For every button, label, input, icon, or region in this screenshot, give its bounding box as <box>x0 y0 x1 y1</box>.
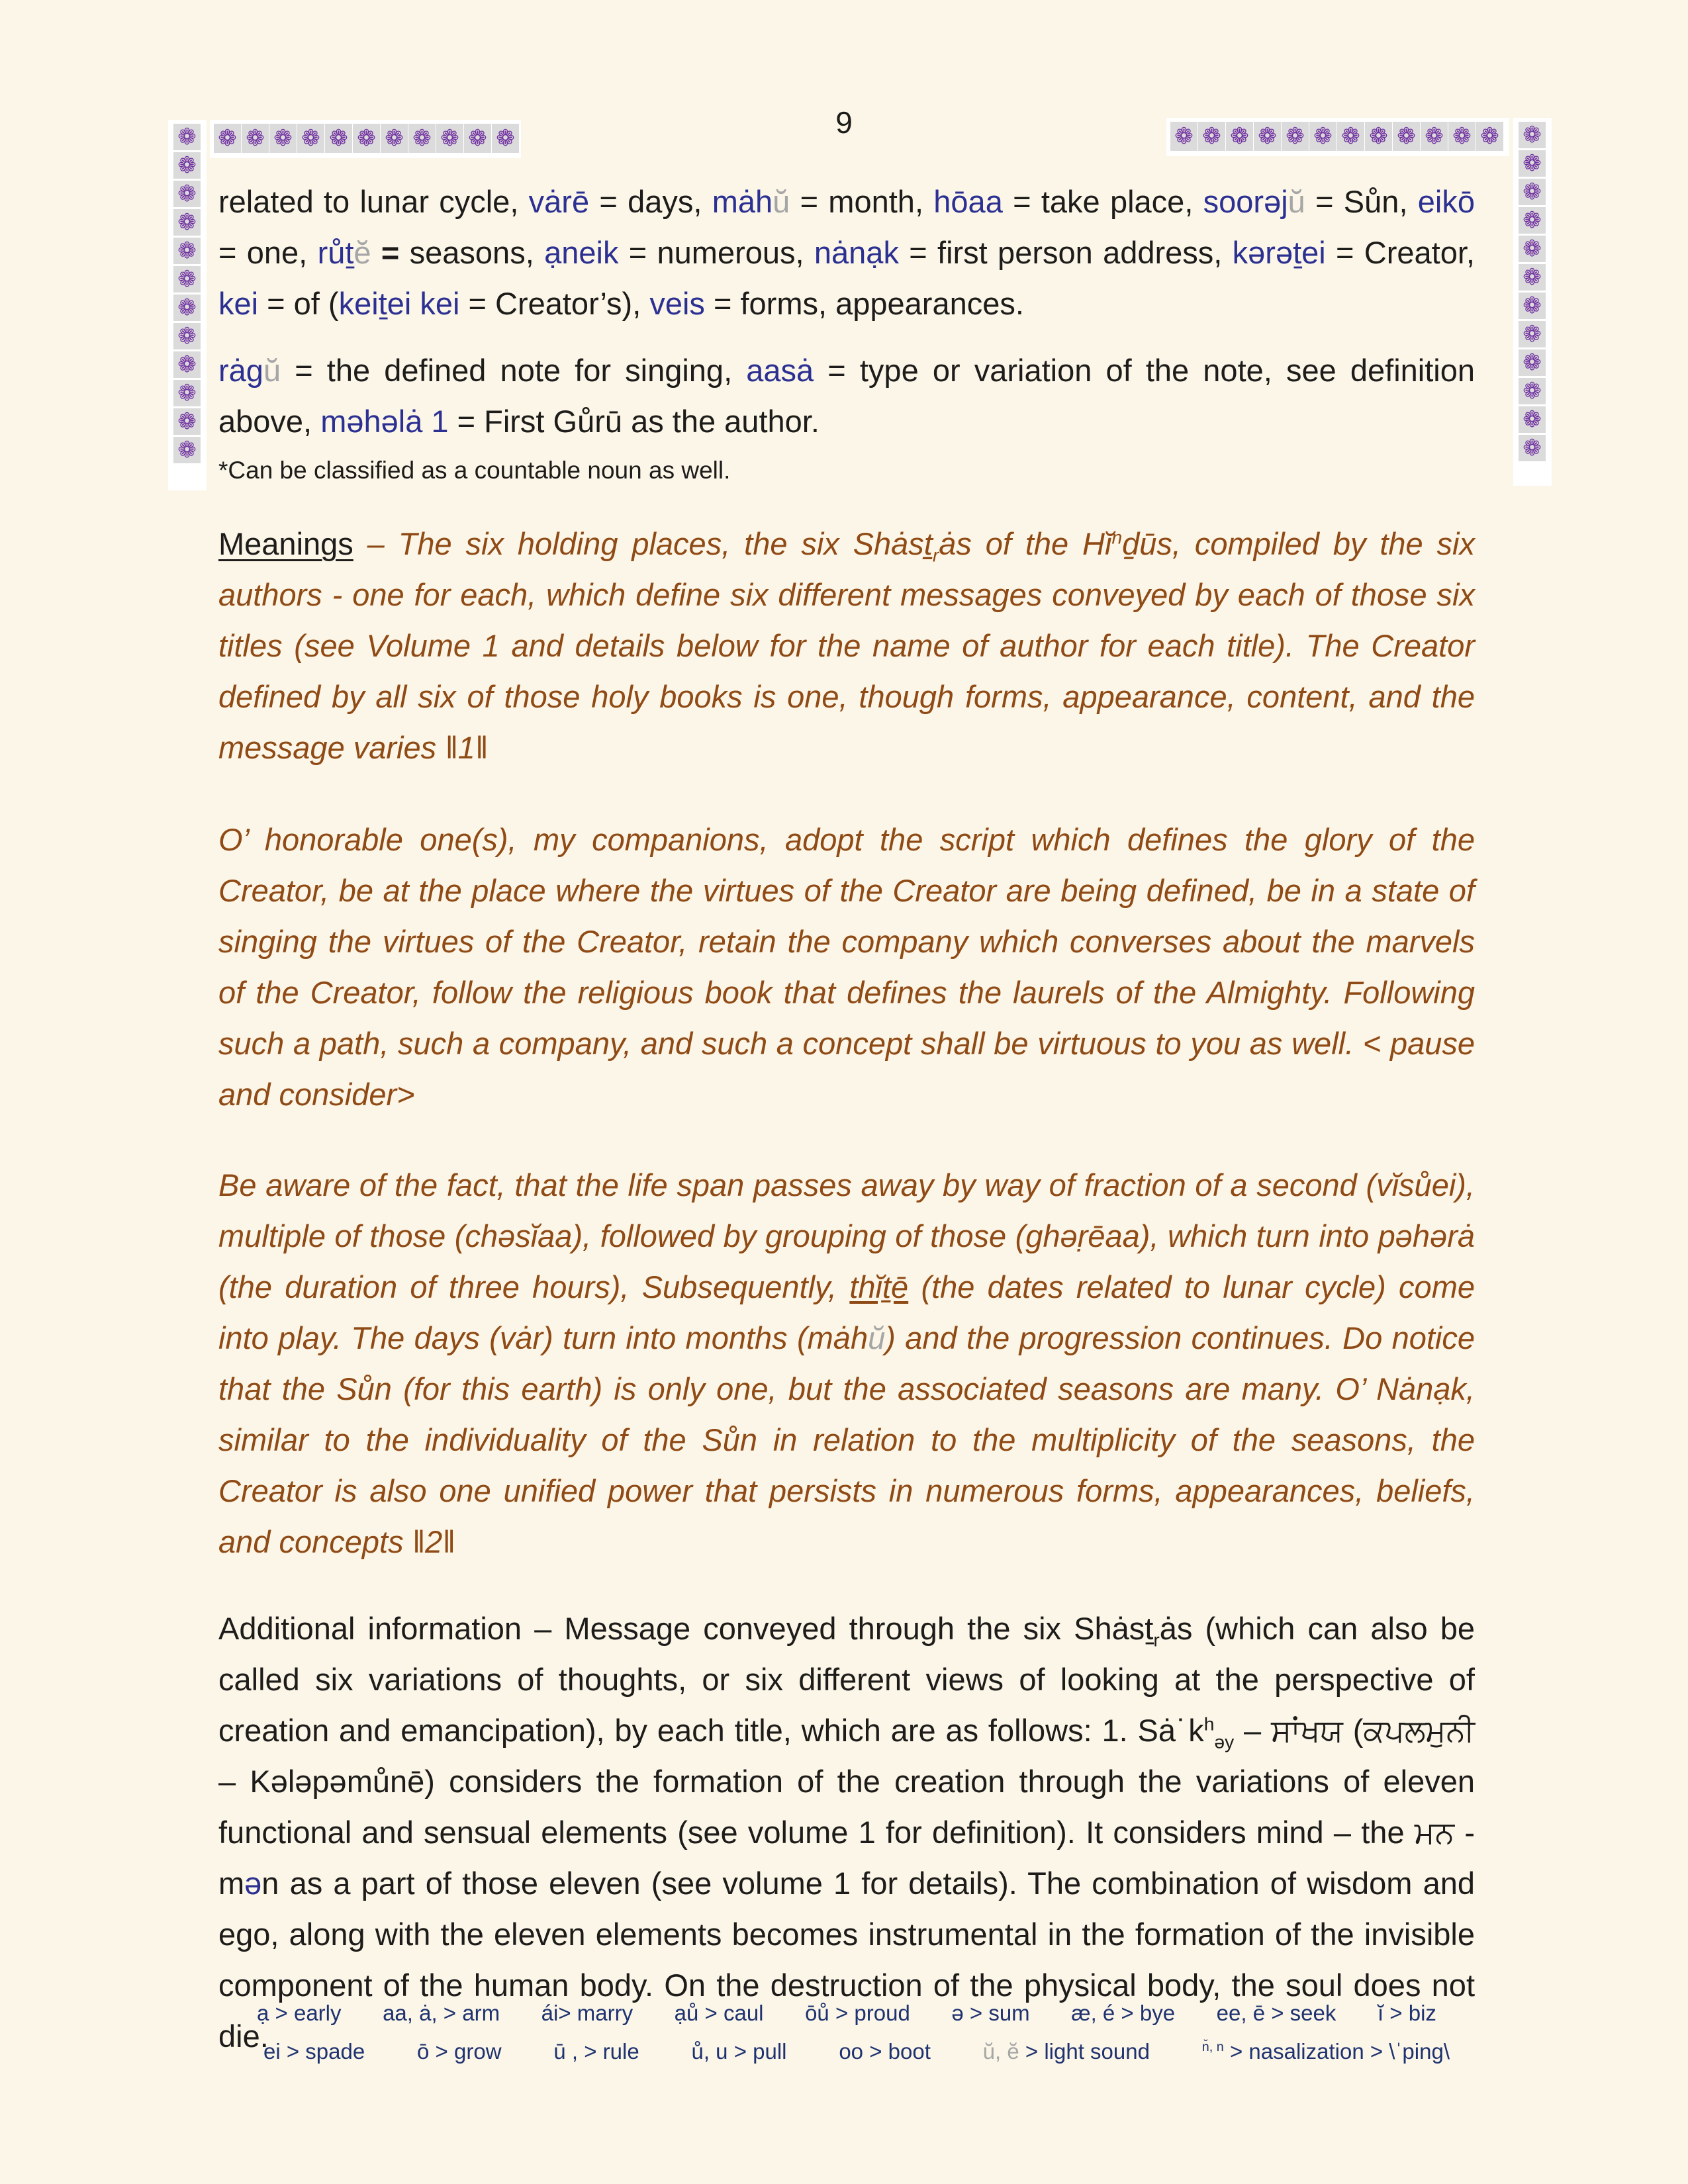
text-segment: n <box>1111 526 1123 548</box>
flower-ornament-icon: ❁ <box>1282 122 1309 151</box>
text-segment: ō > grow <box>417 2039 502 2064</box>
flower-ornament-icon: ❁ <box>1519 406 1546 433</box>
text-segment: kərəṯei <box>1232 235 1326 270</box>
pronunciation-key-item <box>541 2000 633 2026</box>
flower-ornament-icon: ❁ <box>1226 122 1253 151</box>
flower-ornament-icon: ❁ <box>1519 122 1546 148</box>
flower-ornament-icon: ❁ <box>1519 179 1546 205</box>
flower-ornament-icon: ❁ <box>173 209 201 236</box>
flower-ornament-icon: ❁ <box>173 323 201 349</box>
text-segment: = days, <box>589 184 712 219</box>
text-segment: ōů > proud <box>805 2001 910 2025</box>
pronunciation-key-row-2 <box>263 2038 1450 2065</box>
text-segment: h <box>1203 1713 1215 1735</box>
flower-ornament-icon: ❁ <box>1393 122 1420 151</box>
flower-border-top-right <box>1170 122 1503 151</box>
flower-ornament-icon: ❁ <box>1519 378 1546 404</box>
flower-ornament-icon: ❁ <box>173 124 201 150</box>
pronunciation-key-item <box>1217 2000 1336 2026</box>
flower-ornament-icon: ❁ <box>1519 435 1546 461</box>
flower-ornament-icon: ❁ <box>325 124 352 153</box>
flower-ornament-icon: ❁ <box>381 124 408 153</box>
text-segment: mȧh <box>712 184 773 219</box>
text-segment: ŭ <box>263 353 281 388</box>
pronunciation-key-item <box>553 2038 639 2065</box>
text-segment: æ, é > bye <box>1071 2001 1176 2025</box>
flower-ornament-icon: ❁ <box>492 124 519 153</box>
text-segment: related to lunar cycle, <box>218 184 529 219</box>
flower-ornament-icon: ❁ <box>173 380 201 406</box>
pronunciation-key-item <box>951 2000 1029 2026</box>
flower-ornament-icon: ❁ <box>1519 264 1546 291</box>
flower-ornament-icon: ❁ <box>1519 349 1546 376</box>
pronunciation-key-item <box>1378 2000 1436 2026</box>
flower-ornament-icon: ❁ <box>1519 236 1546 262</box>
text-segment: (the dates related to lunar cycle) come into play. The days (vȧr) turn into months (mȧh <box>218 1269 1475 1355</box>
flower-ornament-icon: ❁ <box>173 181 201 207</box>
text-segment: vȧrē <box>528 184 590 219</box>
pronunciation-key-item <box>383 2000 500 2026</box>
text-segment: – ਸਾਂਖਯ (ਕਪਲਮੁਨੀ – Kələpəmůnē) considers the formation of the creation through the variations of eleven functional and sensual elements (see volume 1 for definition). It considers mind – the ਮਨ - m <box>218 1713 1475 1901</box>
text-segment: r <box>932 544 939 566</box>
text-segment: nȧnạk <box>814 235 899 270</box>
page-content <box>218 176 1475 2062</box>
text-segment: Be aware of the fact, that the life span passes away by way of fraction of a second (vĭsůei), multiple of those (chəsĭaa), followed by grouping of those (ghəṛēaa), which turn into pəhərȧ (the duration of three hours), Subsequently, <box>218 1167 1475 1304</box>
text-segment: = First Gůrū as the author. <box>448 404 820 439</box>
text-segment: n̆, n <box>1201 2040 1224 2054</box>
pronunciation-key-item <box>257 2000 342 2026</box>
pronunciation-key <box>218 2000 1470 2065</box>
text-segment: ) and the progression continues. Do notice that the Sůn (for this earth) is only one, but the associated seasons are many. O’ Nȧnạk, similar to the individuality of the Sůn in relation to the multiplicity of the seasons, the Creator is also one unified power that persists in numerous forms, appearances, beliefs, and concepts ‖2‖ <box>218 1320 1475 1559</box>
text-segment: veis <box>649 286 705 321</box>
pronunciation-key-item <box>263 2038 365 2065</box>
text-segment: ə <box>244 1866 262 1901</box>
flower-ornament-icon: ❁ <box>1170 122 1197 151</box>
pronunciation-key-item <box>805 2000 910 2026</box>
text-segment: ạ > early <box>257 2001 342 2025</box>
flower-ornament-icon: ❁ <box>1421 122 1448 151</box>
text-segment: růṯ <box>317 235 354 270</box>
text-segment: soorəj <box>1203 184 1288 219</box>
text-segment: Additional information – Message conveyed through the six Shȧsṯ <box>218 1611 1154 1646</box>
text-segment: ạneik <box>544 235 619 270</box>
text-segment: aasȧ <box>746 353 814 388</box>
pronunciation-key-item <box>417 2038 502 2065</box>
flower-ornament-icon: ❁ <box>1476 122 1503 151</box>
flower-ornament-icon: ❁ <box>173 238 201 264</box>
text-segment: = first person address, <box>898 235 1233 270</box>
paragraph-meanings <box>218 518 1475 773</box>
flower-ornament-icon: ❁ <box>269 124 297 153</box>
paragraph-honorable <box>218 814 1475 1120</box>
flower-ornament-icon: ❁ <box>173 295 201 321</box>
text-segment: oo > boot <box>839 2039 931 2064</box>
text-segment: = month, <box>790 184 934 219</box>
flower-ornament-icon: ❁ <box>1519 321 1546 347</box>
text-segment: > light sound <box>1019 2039 1150 2064</box>
text-segment: ŭ <box>868 1320 886 1355</box>
flower-ornament-icon: ❁ <box>353 124 380 153</box>
paragraph-be-aware <box>218 1160 1475 1567</box>
flower-ornament-icon: ❁ <box>1365 122 1392 151</box>
flower-ornament-icon: ❁ <box>1254 122 1281 151</box>
text-segment: hōaa <box>933 184 1003 219</box>
flower-ornament-icon: ❁ <box>1448 122 1476 151</box>
text-segment: = numerous, <box>618 235 814 270</box>
flower-border-right <box>1519 122 1546 461</box>
text-segment: = Sůn, <box>1305 184 1418 219</box>
text-segment: ái> marry <box>541 2001 633 2025</box>
text-segment: ŭ <box>1288 184 1305 219</box>
flower-ornament-icon: ❁ <box>1519 150 1546 177</box>
flower-border-top-left <box>214 124 519 153</box>
text-segment: = of ( <box>258 286 339 321</box>
text-segment: thĭṯē <box>849 1269 909 1304</box>
text-segment: rȧg <box>218 353 263 388</box>
paragraph-additional-information <box>218 1603 1475 2062</box>
flower-ornament-icon: ❁ <box>1198 122 1225 151</box>
pronunciation-key-item <box>1202 2038 1450 2065</box>
flower-ornament-icon: ❁ <box>214 124 241 153</box>
text-segment: Meanings <box>218 526 353 561</box>
flower-ornament-icon: ❁ <box>1337 122 1364 151</box>
flower-border-left <box>173 124 201 463</box>
text-segment: = <box>371 235 410 270</box>
text-segment: ə > sum <box>951 2001 1030 2025</box>
text-segment: = Creator, <box>1325 235 1475 270</box>
text-segment: ḏūs, compiled by the six authors - one for each, which define six different messages conveyed by each of those six titles (see Volume 1 and details below for the name of author for each title). The Creator defined by all six of those holy books is one, though forms, appearance, content, and the message varies ‖1‖ <box>218 526 1476 765</box>
flower-ornament-icon: ❁ <box>1309 122 1336 151</box>
text-segment: ei > spade <box>263 2039 365 2064</box>
flower-ornament-icon: ❁ <box>173 408 201 435</box>
flower-ornament-icon: ❁ <box>1519 293 1546 319</box>
text-segment: ȧs (which can also be called six variations of thoughts, or six different views of looking at the perspective of creation and emancipation), by each title, which are as follows: 1. Sȧ˙k <box>218 1611 1475 1748</box>
flower-ornament-icon: ❁ <box>408 124 436 153</box>
text-segment: = Creator’s), <box>459 286 650 321</box>
text-segment: = type or variation of the note, see definition above, <box>218 353 1475 439</box>
text-segment: ů, u > pull <box>691 2039 787 2064</box>
text-segment: ee, ē > seek <box>1216 2001 1336 2025</box>
paragraph-definitions-2 <box>218 345 1475 447</box>
text-segment: – The six holding places, the six Shȧsṯ <box>353 526 933 561</box>
flower-ornament-icon: ❁ <box>436 124 463 153</box>
text-segment: əy <box>1214 1731 1235 1752</box>
text-segment: keiṯei kei <box>338 286 460 321</box>
text-segment: aa, ȧ, > arm <box>383 2001 500 2025</box>
text-segment: kei <box>218 286 259 321</box>
pronunciation-key-item <box>983 2038 1150 2065</box>
flower-ornament-icon: ❁ <box>464 124 491 153</box>
text-segment: = take place, <box>1002 184 1203 219</box>
text-segment: eikō <box>1417 184 1476 219</box>
page-number: 9 <box>835 105 853 140</box>
text-segment: r <box>1153 1629 1160 1651</box>
pronunciation-key-row-1 <box>257 2000 1436 2026</box>
text-segment: ȧs of the Hĭ <box>939 526 1112 561</box>
text-segment: ū , > rule <box>553 2039 639 2064</box>
text-segment: ĕ <box>353 235 371 270</box>
text-segment: = one, <box>218 235 318 270</box>
text-segment: ŭ <box>773 184 790 219</box>
pronunciation-key-item <box>675 2000 764 2026</box>
flower-ornament-icon: ❁ <box>1519 207 1546 234</box>
flower-ornament-icon: ❁ <box>173 351 201 378</box>
text-segment: n as a part of those eleven (see volume 1 for details). The combination of wisdom and ego, along with the eleven elements becomes instrumental in the formation of the invisible component of the human body. On the destruction of the physical body, the soul does not die. <box>218 1866 1475 2054</box>
footnote: *Can be classified as a countable noun as well. <box>218 457 731 484</box>
text-segment: = forms, appearances. <box>704 286 1024 321</box>
flower-ornament-icon: ❁ <box>173 266 201 293</box>
text-segment: O’ honorable one(s), my companions, adopt the script which defines the glory of the Creator, be at the place where the virtues of the Creator are being defined, be in a state of singing the virtues of the Creator, retain the company which converses about the marvels of the Creator, follow the religious book that defines the laurels of the Almighty. Following such a path, such a company, and such a concept shall be virtuous to you as well. < pause and consider> <box>218 822 1475 1112</box>
flower-ornament-icon: ❁ <box>173 152 201 179</box>
pronunciation-key-item <box>839 2038 931 2065</box>
text-segment: = the defined note for singing, <box>281 353 747 388</box>
text-segment: ŭ, ĕ <box>982 2039 1019 2064</box>
text-segment: məhəlȧ 1 <box>320 404 449 439</box>
text-segment: ĭ > biz <box>1377 2001 1436 2025</box>
pronunciation-key-item <box>691 2038 786 2065</box>
pronunciation-key-item <box>1071 2000 1175 2026</box>
paragraph-definitions-1 <box>218 176 1475 329</box>
flower-ornament-icon: ❁ <box>297 124 324 153</box>
text-segment: ạů > caul <box>674 2001 764 2025</box>
text-segment: seasons, <box>409 235 545 270</box>
text-segment: > nasalization > \ˈping\ <box>1223 2039 1450 2064</box>
flower-ornament-icon: ❁ <box>242 124 269 153</box>
flower-ornament-icon: ❁ <box>173 437 201 463</box>
